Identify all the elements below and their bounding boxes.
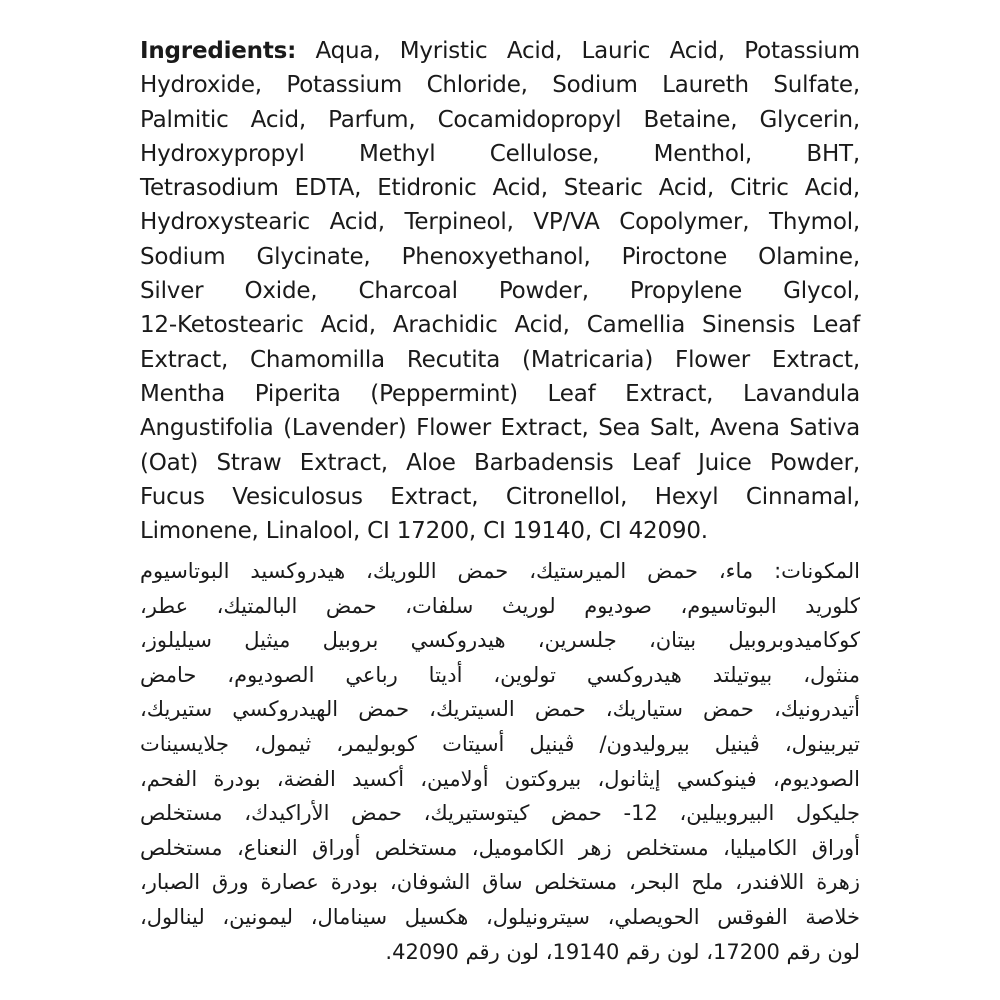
english-line: Tetrasodium EDTA, Etidronic Acid, Stearic Acid, Citric Acid, (140, 175, 860, 202)
arabic-line: كوكاميدوبروبيل بيتان، جلسرين، هيدروكسي بروبيل ميثيل سيليلوز، (140, 628, 860, 653)
english-line: Hydroxypropyl Methyl Cellulose, Menthol, BHT, (140, 140, 860, 167)
english-line: Angustifolia (Lavender) Flower Extract, Sea Salt, Avena Sativa (140, 415, 860, 442)
arabic-ingredients (140, 554, 860, 969)
english-line: Silver Oxide, Charcoal Powder, Propylene Glycol, (140, 278, 860, 305)
english-line: Mentha Piperita (Peppermint) Leaf Extract, Lavandula (140, 380, 860, 407)
arabic-line: كلوريد البوتاسيوم، صوديوم لوريث سلفات، حمض البالمتيك، عطر، (140, 593, 860, 618)
arabic-line: تيربينول، ڤينيل بيروليدون/ ڤينيل أسيتات كوبوليمر، ثيمول، جلايسينات (140, 731, 860, 756)
english-line: Sodium Glycinate, Phenoxyethanol, Piroctone Olamine, (140, 243, 860, 270)
english-line: Extract, Chamomilla Recutita (Matricaria) Flower Extract, (140, 346, 860, 373)
english-ingredients (140, 34, 860, 548)
arabic-line: لون رقم 17200، لون رقم 19140، لون رقم 42090. (385, 939, 860, 964)
english-line: Palmitic Acid, Parfum, Cocamidopropyl Betaine, Glycerin, (140, 106, 860, 133)
arabic-line: المكونات: ماء، حمض الميرستيك، حمض اللوريك، هيدروكسيد البوتاسيوم (140, 559, 860, 583)
arabic-line: أتيدرونيك، حمض ستياريك، حمض السيتريك، حمض الهيدروكسي ستيريك، (140, 697, 860, 722)
english-line: Hydroxystearic Acid, Terpineol, VP/VA Copolymer, Thymol, (140, 209, 860, 236)
ingredients-heading: Ingredients: (140, 38, 297, 64)
arabic-line: الصوديوم، فينوكسي إيثانول، بيروكتون أولامين، أكسيد الفضة، بودرة الفحم، (140, 766, 860, 791)
arabic-line: منثول، بيوتيلتد هيدروكسي تولوين، أديتا رباعي الصوديوم، حامض (140, 662, 860, 687)
english-line: Fucus Vesiculosus Extract, Citronellol, Hexyl Cinnamal, (140, 483, 860, 510)
english-line: Ingredients: Aqua, Myristic Acid, Lauric Acid, Potassium (140, 38, 860, 64)
arabic-line: زهرة اللافندر، ملح البحر، مستخلص ساق الشوفان، بودرة عصارة ورق الصبار، (140, 870, 860, 895)
english-line: Limonene, Linalool, CI 17200, CI 19140, CI 42090. (140, 518, 708, 545)
arabic-line: جليكول البيروبيلين، 12- حمض كيتوستيريك، حمض الأراكيدك، مستخلص (140, 801, 860, 826)
english-line: 12-Ketostearic Acid, Arachidic Acid, Camellia Sinensis Leaf (140, 312, 860, 339)
english-line: (Oat) Straw Extract, Aloe Barbadensis Leaf Juice Powder, (140, 449, 860, 476)
arabic-line: خلاصة الفوقس الحويصلي، سيترونيلول، هكسيل سينامال، ليمونين، لينالول، (140, 904, 860, 929)
arabic-line: أوراق الكاميليا، مستخلص زهر الكاموميل، مستخلص أوراق النعناع، مستخلص (140, 835, 860, 860)
english-line: Hydroxide, Potassium Chloride, Sodium Laureth Sulfate, (140, 72, 860, 99)
